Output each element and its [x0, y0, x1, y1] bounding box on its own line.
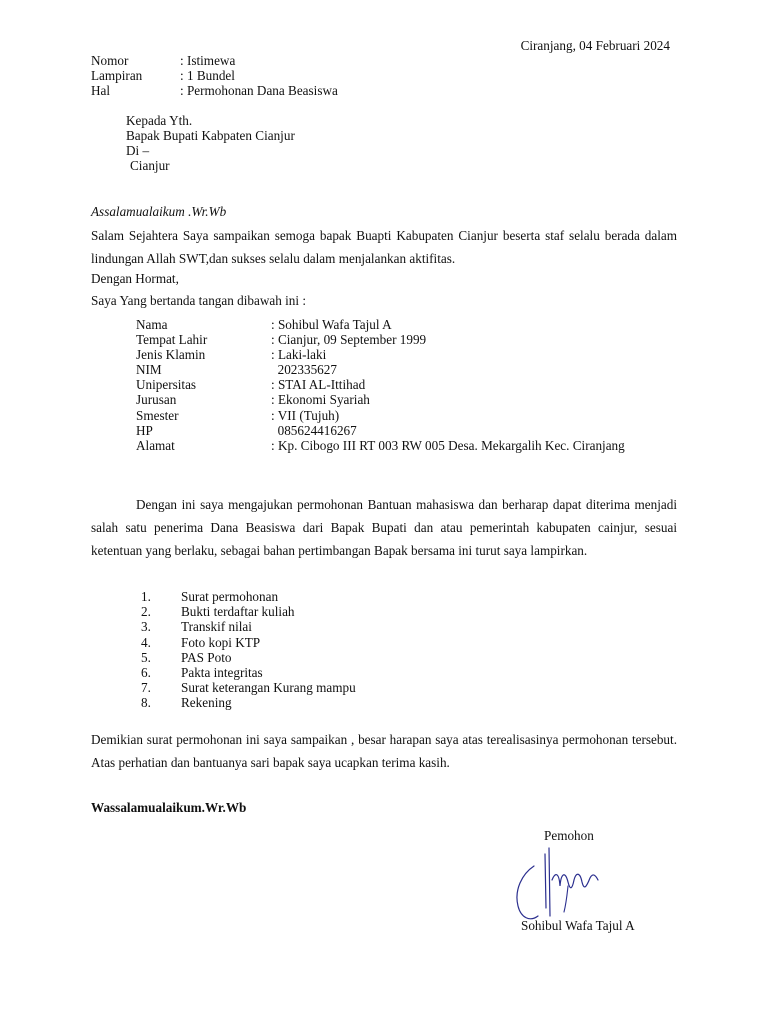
- list-item: [141, 604, 356, 619]
- identity-key: Tempat Lahir: [136, 332, 208, 348]
- farewell: Wassalamualaikum.Wr.Wb: [91, 800, 247, 815]
- meta-row: [91, 68, 338, 83]
- identity-block: [136, 317, 625, 453]
- request-paragraph: Dengan ini saya mengajukan permohonan Bantuan mahasiswa dan berharap dapat diterima menjadi salah satu penerima Dana Beasiswa dari Bapak Bupati dan atau pemerintah kabupaten cainjur, sesuai ketentuan yang berlaku, sebagai bahan pertimbangan Bapak bersama ini turut saya lampirkan.: [91, 497, 677, 558]
- identity-value: : Laki-laki: [271, 347, 327, 363]
- identity-value: : Cianjur, 09 September 1999: [271, 332, 427, 348]
- meta-row: [91, 83, 338, 98]
- identity-key: Jurusan: [136, 392, 177, 408]
- identity-value: : STAI AL-Ittihad: [271, 377, 366, 393]
- identity-row: [136, 423, 625, 438]
- recipient-line: Bapak Bupati Kabpaten Cianjur: [126, 128, 295, 143]
- identity-value: : Sohibul Wafa Tajul A: [271, 317, 392, 332]
- identity-key: Smester: [136, 407, 179, 423]
- identity-key: NIM: [136, 362, 162, 378]
- list-number: 5.: [141, 649, 151, 665]
- list-text: Surat keterangan Kurang mampu: [181, 680, 356, 696]
- signature-stroke: [564, 886, 568, 912]
- list-item: [141, 665, 356, 680]
- undersigned-intro: Saya Yang bertanda tangan dibawah ini :: [91, 293, 306, 308]
- identity-value: : Kp. Cibogo III RT 003 RW 005 Desa. Mekargalih Kec. Ciranjang: [271, 437, 625, 453]
- list-text: PAS Poto: [181, 649, 232, 665]
- list-item: [141, 680, 356, 695]
- identity-value: 202335627: [271, 362, 337, 378]
- list-number: 3.: [141, 619, 151, 635]
- list-text: Surat permohonan: [181, 589, 279, 604]
- meta-key: Nomor: [91, 53, 129, 68]
- identity-row: [136, 347, 625, 362]
- identity-row: [136, 408, 625, 423]
- recipient-block: [126, 113, 295, 173]
- opening-paragraph: Salam Sejahtera Saya sampaikan semoga bapak Buapti Kabupaten Cianjur beserta staf selalu berada dalam lindungan Allah SWT,dan sukses selalu dalam menjalankan aktifitas.: [91, 228, 677, 266]
- signature-stroke: [517, 866, 538, 919]
- list-number: 6.: [141, 664, 151, 680]
- identity-key: HP: [136, 422, 153, 438]
- list-item: [141, 619, 356, 634]
- list-item: [141, 650, 356, 665]
- meta-value: : Istimewa: [180, 53, 236, 68]
- identity-key: Jenis Klamin: [136, 347, 206, 363]
- applicant-name: Sohibul Wafa Tajul A: [521, 918, 635, 933]
- identity-row: [136, 332, 625, 347]
- meta-key: Hal: [91, 83, 111, 98]
- recipient-line: Di –: [126, 143, 150, 158]
- meta-value: : Permohonan Dana Beasiswa: [180, 83, 338, 98]
- handwritten-signature: [512, 846, 604, 924]
- identity-value: : VII (Tujuh): [271, 407, 340, 423]
- list-text: Pakta integritas: [181, 664, 263, 680]
- identity-row: [136, 317, 625, 332]
- list-number: 4.: [141, 634, 151, 650]
- list-text: Bukti terdaftar kuliah: [181, 604, 295, 620]
- identity-row: [136, 438, 625, 453]
- identity-key: Alamat: [136, 437, 175, 453]
- salutation: Dengan Hormat,: [91, 271, 179, 286]
- identity-row: [136, 362, 625, 377]
- attachment-list: [141, 589, 356, 711]
- applicant-label: Pemohon: [544, 828, 594, 843]
- list-text: Transkif nilai: [181, 619, 252, 635]
- list-number: 2.: [141, 604, 151, 620]
- list-text: Rekening: [181, 695, 232, 711]
- meta-value: : 1 Bundel: [180, 68, 235, 83]
- closing-paragraph: Demikian surat permohonan ini saya sampaikan , besar harapan saya atas terealisasinya permohonan tersebut. Atas perhatian dan bantuanya sari bapak saya ucapkan terima kasih.: [91, 732, 677, 770]
- recipient-line: Kepada Yth.: [126, 113, 193, 128]
- list-text: Foto kopi KTP: [181, 634, 261, 650]
- meta-key: Lampiran: [91, 68, 143, 83]
- identity-value: : Ekonomi Syariah: [271, 392, 370, 408]
- list-number: 8.: [141, 695, 151, 711]
- letter-meta: [91, 53, 338, 98]
- identity-key: Nama: [136, 317, 168, 332]
- list-item: [141, 635, 356, 650]
- identity-value: 085624416267: [271, 422, 357, 438]
- meta-row: [91, 53, 338, 68]
- list-item: [141, 695, 356, 710]
- recipient-line: Cianjur: [130, 158, 170, 173]
- signature-stroke: [545, 848, 550, 916]
- list-item: [141, 589, 356, 604]
- greeting: Assalamualaikum .Wr.Wb: [91, 204, 227, 219]
- identity-row: [136, 392, 625, 407]
- list-number: 1.: [141, 589, 151, 604]
- identity-row: [136, 377, 625, 392]
- identity-key: Unipersitas: [136, 377, 197, 393]
- list-number: 7.: [141, 680, 151, 696]
- place-date: Ciranjang, 04 Februari 2024: [520, 38, 670, 53]
- signature-stroke: [552, 874, 598, 888]
